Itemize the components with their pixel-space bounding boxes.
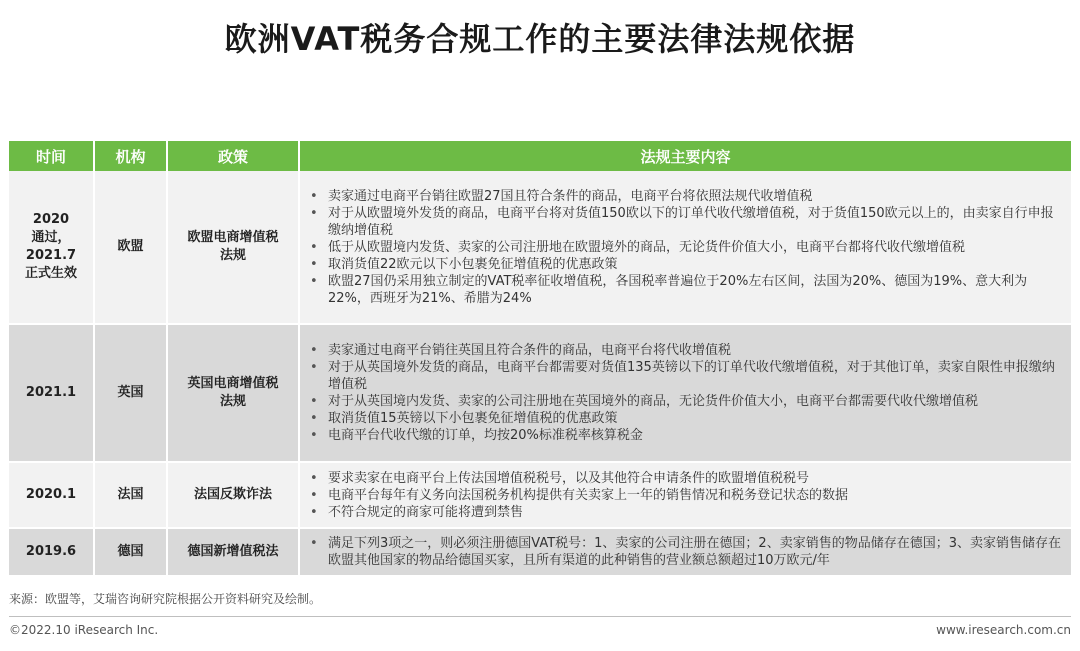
table-header-row: [9, 141, 1071, 171]
list-item: • 对于从欧盟境外发货的商品，电商平台将对货值150欧以下的订单代收代缴增值税，对于货值150欧元以上的，由卖家自行申报缴纳增值税: [328, 205, 1063, 239]
row-content: [300, 529, 1071, 577]
row-content: [300, 325, 1071, 463]
row-org: 欧盟: [95, 171, 168, 325]
row-policy: 德国新增值税法: [168, 529, 300, 577]
row-content: [300, 171, 1071, 325]
row-org: 德国: [95, 529, 168, 577]
website-link[interactable]: www.iresearch.com.cn: [936, 623, 1071, 637]
list-item: • 电商平台代收代缴的订单，均按20%标准税率核算税金: [328, 427, 1063, 444]
row-time: 2020.1: [9, 463, 95, 529]
row-time: 2020 通过， 2021.7 正式生效: [9, 171, 95, 325]
row-policy: 欧盟电商增值税 法规: [168, 171, 300, 325]
content-list: [306, 535, 1063, 569]
list-item: • 取消货值15英镑以下小包裹免征增值税的优惠政策: [328, 410, 1063, 427]
list-item: • 低于从欧盟境内发货、卖家的公司注册地在欧盟境外的商品，无论货件价值大小，电商平台都将代收代缴增值税: [328, 239, 1063, 256]
row-content: [300, 463, 1071, 529]
row-policy: 英国电商增值税 法规: [168, 325, 300, 463]
page-title: 欧洲VAT税务合规工作的主要法律法规依据: [224, 20, 856, 58]
list-item: • 不符合规定的商家可能将遭到禁售: [328, 504, 1063, 521]
footer-divider: [9, 616, 1071, 617]
copyright-text: ©2022.10 iResearch Inc.: [9, 623, 159, 637]
list-item: • 欧盟27国仍采用独立制定的VAT税率征收增值税，各国税率普遍位于20%左右区间，法国为20%、德国为19%、意大利为22%，西班牙为21%、希腊为24%: [328, 273, 1063, 307]
row-org: 英国: [95, 325, 168, 463]
table-row: [9, 463, 1071, 529]
list-item: • 卖家通过电商平台销往英国且符合条件的商品，电商平台将代收增值税: [328, 342, 1063, 359]
row-time: 2021.1: [9, 325, 95, 463]
header-time: 时间: [9, 141, 95, 171]
list-item: • 电商平台每年有义务向法国税务机构提供有关卖家上一年的销售情况和税务登记状态的数据: [328, 487, 1063, 504]
table-row: [9, 171, 1071, 325]
list-item: • 满足下列3项之一，则必须注册德国VAT税号：1、卖家的公司注册在德国；2、卖家销售的物品储存在德国；3、卖家销售储存在欧盟其他国家的物品给德国买家，且所有渠道的此种销售的营业额总额超过10万欧元/年: [328, 535, 1063, 569]
regulations-table: [9, 141, 1071, 577]
content-list: [306, 470, 1063, 521]
row-org: 法国: [95, 463, 168, 529]
table-row: [9, 325, 1071, 463]
row-time: 2019.6: [9, 529, 95, 577]
content-list: [306, 188, 1063, 307]
list-item: • 卖家通过电商平台销往欧盟27国且符合条件的商品，电商平台将依照法规代收增值税: [328, 188, 1063, 205]
header-org: 机构: [95, 141, 168, 171]
header-content: 法规主要内容: [300, 141, 1071, 171]
table-row: [9, 529, 1071, 577]
header-policy: 政策: [168, 141, 300, 171]
content-list: [306, 342, 1063, 444]
row-policy: 法国反欺诈法: [168, 463, 300, 529]
source-note: 来源：欧盟等，艾瑞咨询研究院根据公开资料研究及绘制。: [9, 592, 322, 606]
list-item: • 对于从英国境内发货、卖家的公司注册地在英国境外的商品，无论货件价值大小，电商平台都需要代收代缴增值税: [328, 393, 1063, 410]
list-item: • 要求卖家在电商平台上传法国增值税税号，以及其他符合申请条件的欧盟增值税税号: [328, 470, 1063, 487]
list-item: • 取消货值22欧元以下小包裹免征增值税的优惠政策: [328, 256, 1063, 273]
list-item: • 对于从英国境外发货的商品，电商平台都需要对货值135英镑以下的订单代收代缴增值税，对于其他订单，卖家自限性申报缴纳增值税: [328, 359, 1063, 393]
